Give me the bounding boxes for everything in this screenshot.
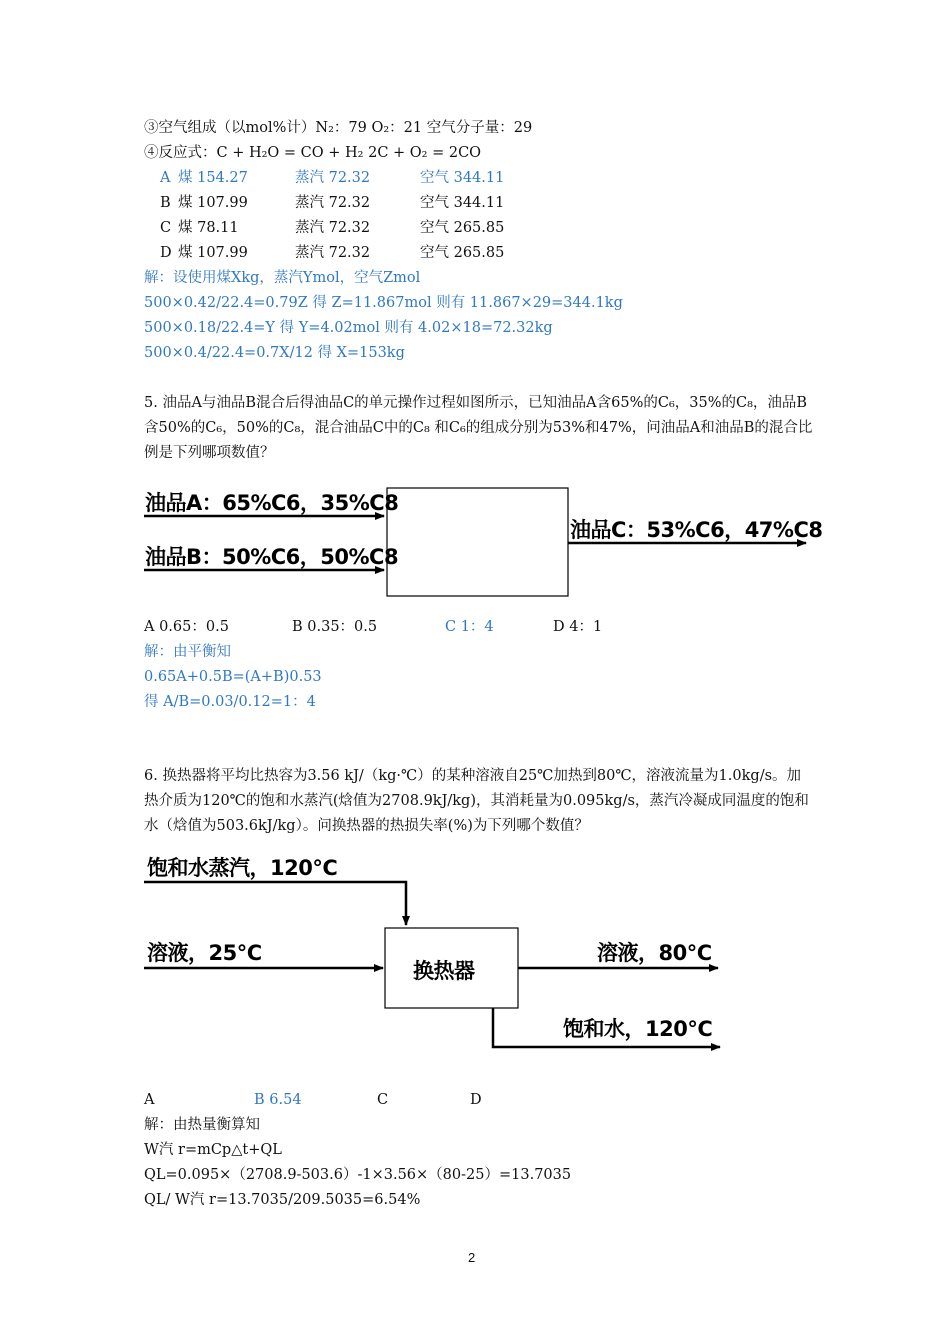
q4-solution-line: 500×0.4/22.4=0.7X/12 得 X=153kg bbox=[144, 345, 405, 361]
option-air: 空气 344.11 bbox=[420, 170, 505, 186]
q4-solution-line: 500×0.42/22.4=0.79Z 得 Z=11.867mol 则有 11.867×29=344.1kg bbox=[144, 295, 623, 311]
air-composition-line: ③空气组成（以mol%计）N₂：79 O₂：21 空气分子量：29 bbox=[144, 120, 533, 136]
q5-option-c: C 1：4 bbox=[445, 619, 494, 635]
water-out-label: 饱和水，120℃ bbox=[563, 1017, 713, 1041]
option-air: 空气 265.85 bbox=[420, 245, 505, 261]
q5-solution-line: 解：由平衡知 bbox=[144, 644, 231, 660]
option-steam: 蒸汽 72.32 bbox=[295, 195, 371, 211]
q5-question: 5. 油品A与油品B混合后得油品C的单元操作过程如图所示，已知油品A含65%的C₆，35%的C₈，油品B含50%的C₆，50%的C₈，混合油品C中的C₈ 和C₆的组成分别为53%和47%，问油品A和油品B的混合比例是下列哪项数值？ bbox=[144, 395, 813, 461]
q6-question: 6. 换热器将平均比热容为3.56 kJ/（kg·℃）的某种溶液自25℃加热到80℃，溶液流量为1.0kg/s。加热介质为120℃的饱和水蒸汽(焓值为2708.9kJ/kg)，其消耗量为0.095kg/s，蒸汽冷凝成同温度的饱和水（焓值为503.6kJ/kg）。问换热器的热损失率(%)为下列哪个数值？ bbox=[144, 768, 809, 834]
q5-option-b: B 0.35：0.5 bbox=[292, 619, 378, 635]
input-b-label: 油品B：50%C6，50%C8 bbox=[145, 545, 399, 569]
q5-option-a: A 0.65：0.5 bbox=[144, 619, 229, 635]
mixer-box bbox=[387, 488, 568, 596]
q4-solution-line: 解：设使用煤Xkg，蒸汽Ymol，空气Zmol bbox=[144, 270, 421, 286]
option-steam: 蒸汽 72.32 bbox=[295, 245, 371, 261]
page-number: 2 bbox=[468, 1250, 476, 1265]
solution-in-label: 溶液，25℃ bbox=[147, 941, 262, 965]
q5-option-d: D 4：1 bbox=[553, 619, 603, 635]
option-air: 空气 344.11 bbox=[420, 195, 505, 211]
q4-solution-line: 500×0.18/22.4=Y 得 Y=4.02mol 则有 4.02×18=72.32kg bbox=[144, 320, 553, 336]
option-coal: 煤 78.11 bbox=[178, 220, 239, 236]
solution-out-label: 溶液，80℃ bbox=[597, 941, 712, 965]
option-air: 空气 265.85 bbox=[420, 220, 505, 236]
q6-solution-line: 解：由热量衡算知 bbox=[144, 1117, 260, 1133]
q6-option-d: D bbox=[470, 1092, 482, 1108]
q6-solution-line: W汽 r=mCp△t+QL bbox=[144, 1142, 282, 1158]
option-letter: C bbox=[160, 220, 172, 236]
q5-solution-line: 0.65A+0.5B=(A+B)0.53 bbox=[144, 669, 322, 685]
exchanger-label: 换热器 bbox=[413, 959, 475, 983]
q6-option-b: B 6.54 bbox=[254, 1092, 302, 1108]
q6-option-c: C bbox=[377, 1092, 389, 1108]
option-letter: D bbox=[160, 245, 172, 261]
option-steam: 蒸汽 72.32 bbox=[295, 170, 371, 186]
option-coal: 煤 107.99 bbox=[178, 195, 248, 211]
q6-solution-line: QL=0.095×（2708.9-503.6）-1×3.56×（80-25）=13.7035 bbox=[144, 1167, 572, 1183]
option-letter: A bbox=[160, 170, 171, 186]
output-c-label: 油品C：53%C6，47%C8 bbox=[570, 518, 823, 542]
option-coal: 煤 107.99 bbox=[178, 245, 248, 261]
q5-solution-line: 得 A/B=0.03/0.12=1：4 bbox=[144, 694, 316, 710]
q6-solution-line: QL/ W汽 r=13.7035/209.5035=6.54% bbox=[144, 1192, 421, 1208]
input-a-label: 油品A：65%C6，35%C8 bbox=[145, 491, 399, 515]
steam-arrow bbox=[144, 882, 406, 925]
q6-option-a: A bbox=[144, 1092, 155, 1108]
option-steam: 蒸汽 72.32 bbox=[295, 220, 371, 236]
option-letter: B bbox=[160, 195, 171, 211]
steam-in-label: 饱和水蒸汽，120℃ bbox=[147, 856, 338, 880]
option-coal: 煤 154.27 bbox=[178, 170, 248, 186]
reaction-line: ④反应式：C + H₂O = CO + H₂ 2C + O₂ = 2CO bbox=[144, 145, 482, 161]
